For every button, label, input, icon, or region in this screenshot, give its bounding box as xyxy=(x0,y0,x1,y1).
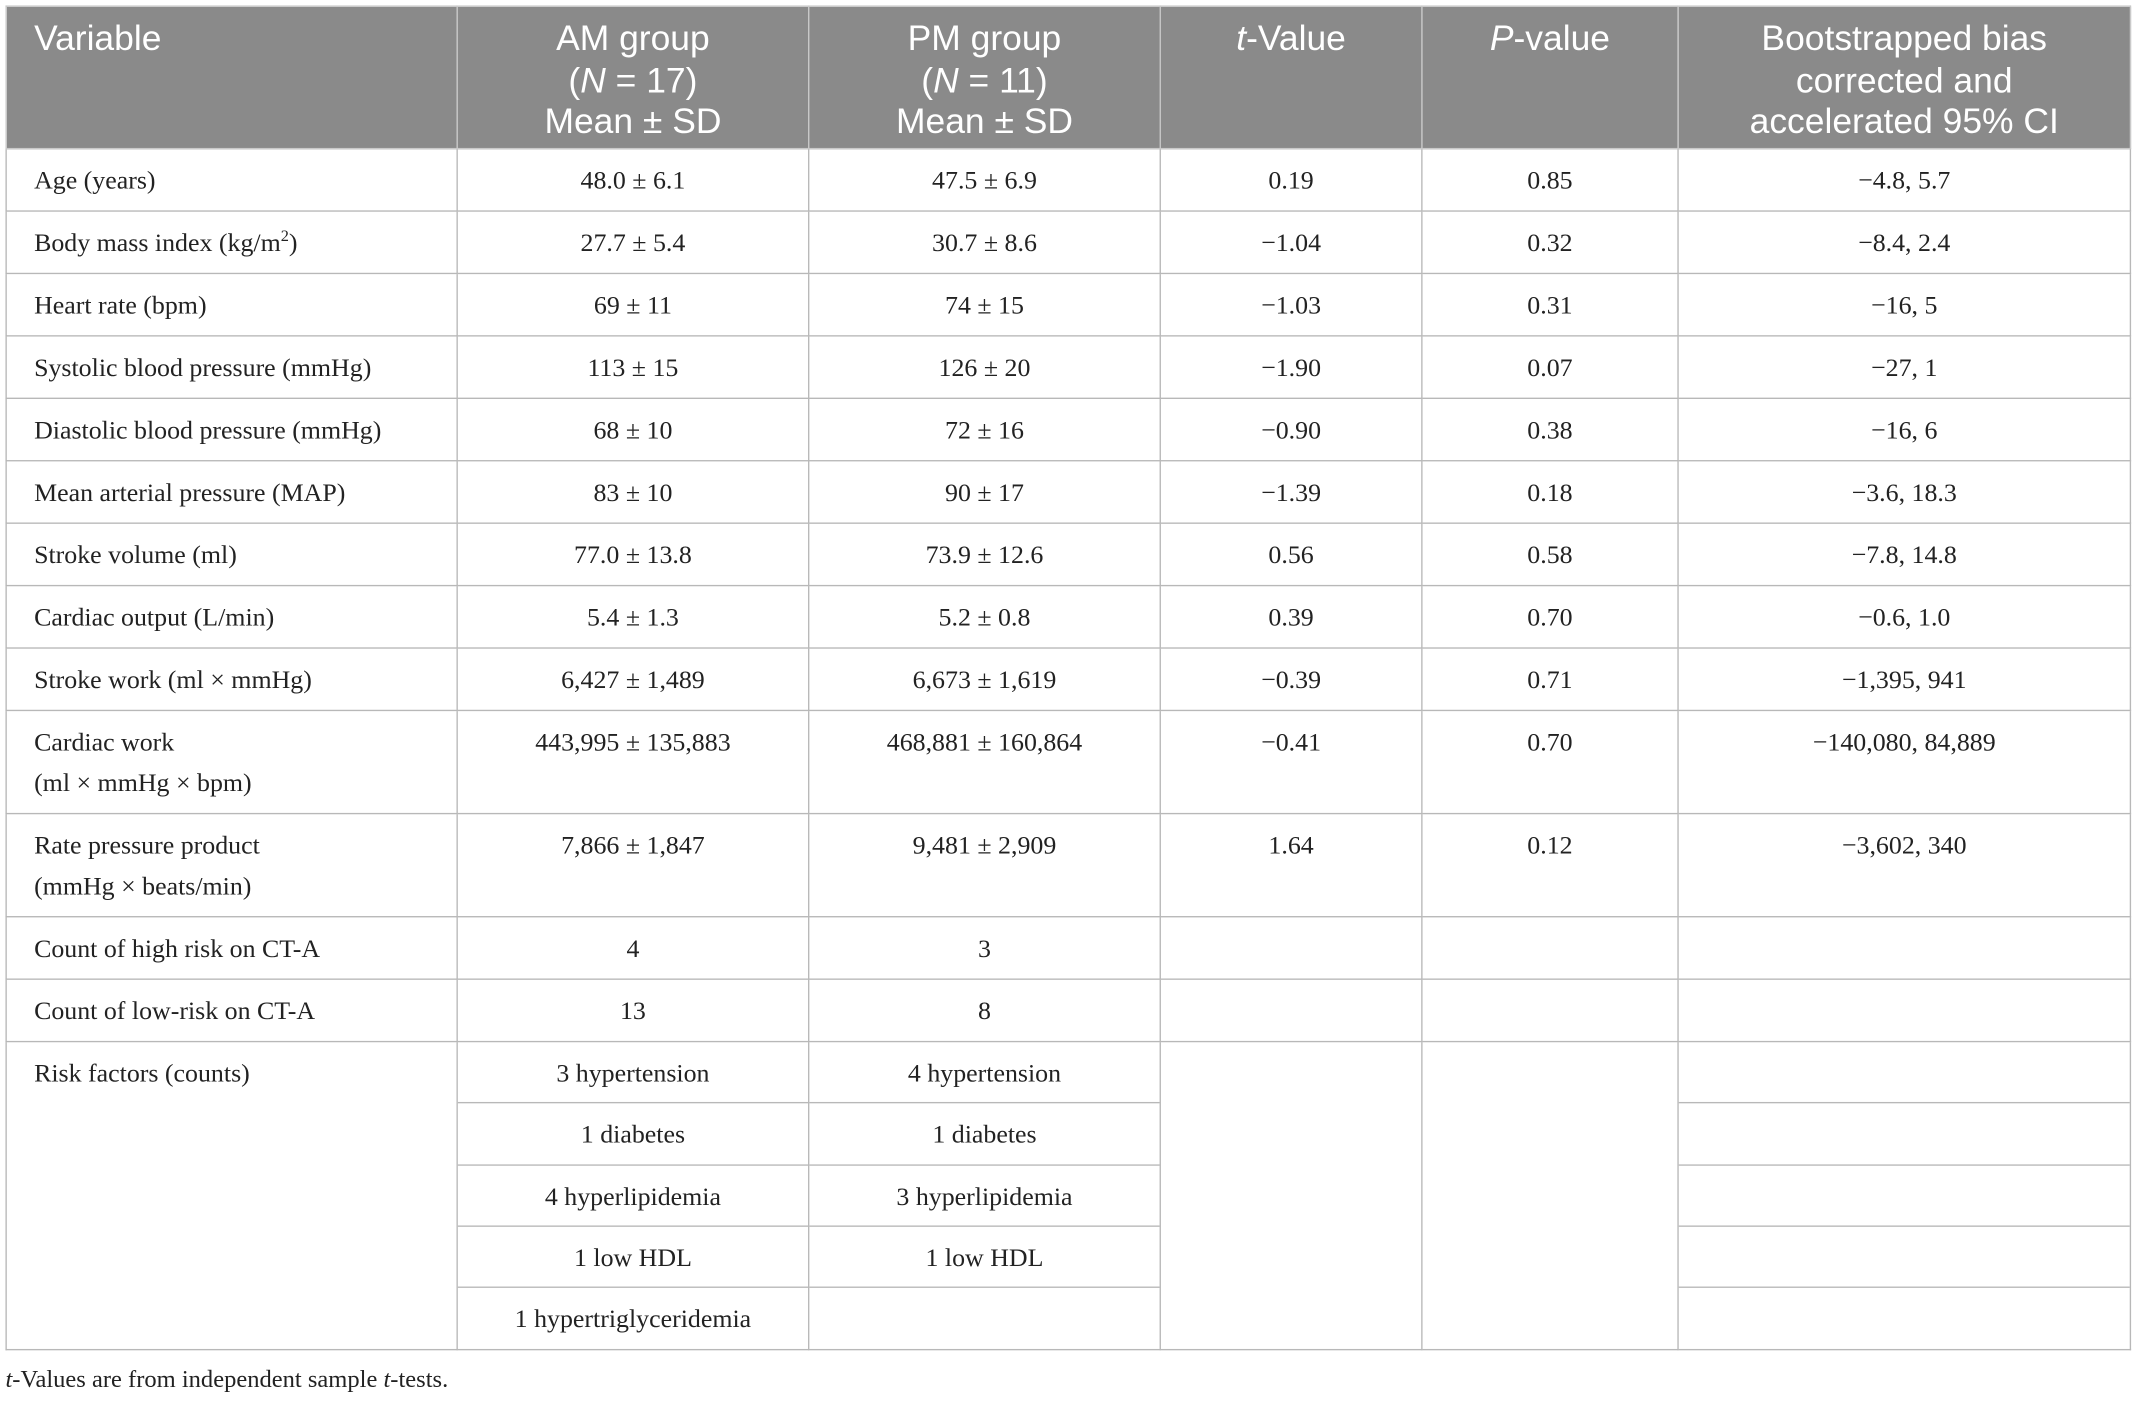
table-row xyxy=(6,149,2130,211)
cell-variable: Mean arterial pressure (MAP) xyxy=(6,461,457,523)
cell-p: 0.71 xyxy=(1422,648,1678,710)
cell-p: 0.38 xyxy=(1422,398,1678,460)
cell-pm: 74 ± 15 xyxy=(809,273,1161,335)
cell-am: 7,866 ± 1,847 xyxy=(457,814,809,917)
header-am-n: (N = 17) xyxy=(568,59,698,100)
cell-ci: −1,395, 941 xyxy=(1678,648,2130,710)
cell-ci: −16, 5 xyxy=(1678,273,2130,335)
cell-t: 0.19 xyxy=(1160,149,1422,211)
cell-pm: 73.9 ± 12.6 xyxy=(809,523,1161,585)
risk-item xyxy=(809,1288,1159,1349)
cell-am: 68 ± 10 xyxy=(457,398,809,460)
header-am-group xyxy=(457,6,809,148)
cell-p xyxy=(1422,979,1678,1041)
header-t-value: t-Value xyxy=(1160,6,1422,148)
cell-pm: 30.7 ± 8.6 xyxy=(809,211,1161,273)
risk-am-cell xyxy=(457,1042,809,1351)
table-row xyxy=(6,917,2130,979)
header-variable: Variable xyxy=(6,6,457,148)
cell-variable: Count of high risk on CT-A xyxy=(6,917,457,979)
cell-am: 113 ± 15 xyxy=(457,336,809,398)
cell-am: 5.4 ± 1.3 xyxy=(457,586,809,648)
cell-t: 0.56 xyxy=(1160,523,1422,585)
risk-factors-row xyxy=(6,1042,2130,1351)
cell-t: −1.04 xyxy=(1160,211,1422,273)
header-ci: Bootstrapped bias corrected and accelerated 95% CI xyxy=(1678,6,2130,148)
cell-am: 6,427 ± 1,489 xyxy=(457,648,809,710)
cell-ci: −3.6, 18.3 xyxy=(1678,461,2130,523)
header-am-stat: Mean ± SD xyxy=(544,100,722,142)
cell-variable: Stroke work (ml × mmHg) xyxy=(6,648,457,710)
risk-item: 1 diabetes xyxy=(809,1104,1159,1165)
cell-variable: Age (years) xyxy=(6,149,457,211)
cell-ci: −4.8, 5.7 xyxy=(1678,149,2130,211)
cell-p xyxy=(1422,917,1678,979)
header-row xyxy=(6,6,2130,148)
cell-t: 0.39 xyxy=(1160,586,1422,648)
header-p-value: P-value xyxy=(1422,6,1678,148)
cell-p: 0.31 xyxy=(1422,273,1678,335)
cell-ci: −8.4, 2.4 xyxy=(1678,211,2130,273)
cell-variable: Rate pressure product (mmHg × beats/min) xyxy=(6,814,457,917)
cell-variable: Count of low-risk on CT-A xyxy=(6,979,457,1041)
risk-ci-slot xyxy=(1679,1104,2130,1165)
table-row xyxy=(6,398,2130,460)
cell-t: −1.90 xyxy=(1160,336,1422,398)
cell-variable: Heart rate (bpm) xyxy=(6,273,457,335)
table-row xyxy=(6,586,2130,648)
risk-item: 1 low HDL xyxy=(809,1227,1159,1288)
cell-t: −0.39 xyxy=(1160,648,1422,710)
cell-t: −0.41 xyxy=(1160,710,1422,813)
risk-item: 3 hypertension xyxy=(458,1042,808,1103)
risk-t-cell xyxy=(1160,1042,1422,1351)
cell-ci: −16, 6 xyxy=(1678,398,2130,460)
cell-ci: −27, 1 xyxy=(1678,336,2130,398)
cell-t: 1.64 xyxy=(1160,814,1422,917)
cell-t: −1.39 xyxy=(1160,461,1422,523)
cell-p: 0.70 xyxy=(1422,586,1678,648)
cell-variable: Body mass index $(kg/m^2)$ xyxy=(6,211,457,273)
table-footnote: t-Values are from independent sample t-tests. xyxy=(5,1365,449,1393)
cell-p: 0.85 xyxy=(1422,149,1678,211)
cell-p: 0.07 xyxy=(1422,336,1678,398)
cell-am: 48.0 ± 6.1 xyxy=(457,149,809,211)
risk-item: 4 hypertension xyxy=(809,1042,1159,1103)
risk-ci-slot xyxy=(1679,1288,2130,1349)
cell-am: 443,995 ± 135,883 xyxy=(457,710,809,813)
cell-am: 27.7 ± 5.4 xyxy=(457,211,809,273)
cell-t xyxy=(1160,979,1422,1041)
cell-am: 13 xyxy=(457,979,809,1041)
table-row xyxy=(6,710,2130,813)
cell-ci: −0.6, 1.0 xyxy=(1678,586,2130,648)
header-pm-n: (N = 11) xyxy=(921,59,1048,100)
cell-ci xyxy=(1678,979,2130,1041)
cell-pm: 72 ± 16 xyxy=(809,398,1161,460)
risk-ci-slot xyxy=(1679,1165,2130,1226)
cell-ci: −7.8, 14.8 xyxy=(1678,523,2130,585)
risk-ci-slot xyxy=(1679,1042,2130,1103)
cell-p: 0.32 xyxy=(1422,211,1678,273)
table-row xyxy=(6,211,2130,273)
cell-variable: Diastolic blood pressure (mmHg) xyxy=(6,398,457,460)
cell-pm: 90 ± 17 xyxy=(809,461,1161,523)
header-pm-stat: Mean ± SD xyxy=(895,100,1073,142)
risk-item: 1 hypertriglyceridemia xyxy=(514,1305,752,1335)
risk-item: 1 low HDL xyxy=(458,1227,808,1288)
cell-pm: 468,881 ± 160,864 xyxy=(809,710,1161,813)
cell-pm: 47.5 ± 6.9 xyxy=(809,149,1161,211)
table-row xyxy=(6,523,2130,585)
risk-p-cell xyxy=(1422,1042,1678,1351)
cell-pm: 126 ± 20 xyxy=(809,336,1161,398)
risk-ci-slot xyxy=(1679,1227,2130,1288)
cell-t: −1.03 xyxy=(1160,273,1422,335)
table-row xyxy=(6,336,2130,398)
cell-am: 83 ± 10 xyxy=(457,461,809,523)
cell-t xyxy=(1160,917,1422,979)
cell-p: 0.70 xyxy=(1422,710,1678,813)
table-row xyxy=(6,814,2130,917)
cell-variable: Systolic blood pressure (mmHg) xyxy=(6,336,457,398)
header-pm-group xyxy=(809,6,1161,148)
cell-pm: 9,481 ± 2,909 xyxy=(809,814,1161,917)
cell-p: 0.58 xyxy=(1422,523,1678,585)
cell-pm: 3 xyxy=(809,917,1161,979)
table-row xyxy=(6,461,2130,523)
header-am-title: AM group xyxy=(556,17,710,59)
header-pm-title: PM group xyxy=(907,17,1062,59)
risk-item: 3 hyperlipidemia xyxy=(809,1165,1159,1226)
table-row xyxy=(6,273,2130,335)
cell-am: 69 ± 11 xyxy=(457,273,809,335)
cell-am: 4 xyxy=(457,917,809,979)
cell-t: −0.90 xyxy=(1160,398,1422,460)
cell-pm: 6,673 ± 1,619 xyxy=(809,648,1161,710)
cell-p: 0.18 xyxy=(1422,461,1678,523)
cell-variable: Risk factors (counts) xyxy=(6,1042,457,1351)
cell-pm: 5.2 ± 0.8 xyxy=(809,586,1161,648)
risk-pm-cell xyxy=(809,1042,1161,1351)
cell-p: 0.12 xyxy=(1422,814,1678,917)
risk-item: 1 diabetes xyxy=(458,1104,808,1165)
cell-variable: Stroke volume (ml) xyxy=(6,523,457,585)
cell-pm: 8 xyxy=(809,979,1161,1041)
cell-variable: Cardiac output (L/min) xyxy=(6,586,457,648)
cell-ci: −3,602, 340 xyxy=(1678,814,2130,917)
risk-ci-cell xyxy=(1678,1042,2130,1351)
results-table xyxy=(5,5,2131,1351)
cell-ci xyxy=(1678,917,2130,979)
cell-variable: Cardiac work (ml × mmHg × bpm) xyxy=(6,710,457,813)
cell-am: 77.0 ± 13.8 xyxy=(457,523,809,585)
cell-ci: −140,080, 84,889 xyxy=(1678,710,2130,813)
table-row xyxy=(6,979,2130,1041)
risk-item: 4 hyperlipidemia xyxy=(458,1165,808,1226)
table-row xyxy=(6,648,2130,710)
